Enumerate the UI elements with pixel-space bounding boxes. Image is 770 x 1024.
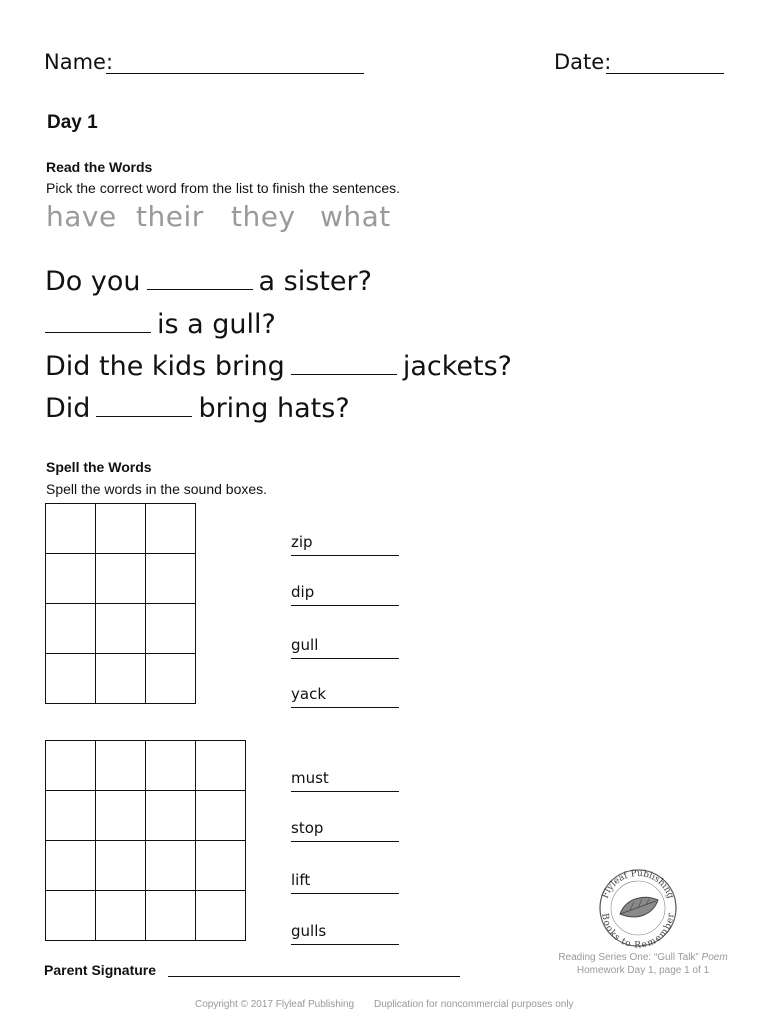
name-line[interactable] <box>106 73 364 74</box>
word-bank-item: their <box>136 200 204 233</box>
sound-box[interactable] <box>146 504 196 554</box>
spell-section-instruction: Spell the words in the sound boxes. <box>46 481 268 497</box>
sound-box[interactable] <box>46 554 96 604</box>
sound-box[interactable] <box>46 841 96 891</box>
sound-box[interactable] <box>196 841 246 891</box>
sound-box[interactable] <box>146 554 196 604</box>
spelling-word: yack <box>291 685 399 708</box>
sound-box[interactable] <box>96 841 146 891</box>
sentence-3 <box>45 351 512 382</box>
homework-caption: Homework Day 1, page 1 of 1 <box>576 965 710 976</box>
spelling-word: zip <box>291 533 399 556</box>
sound-box-grid-1 <box>45 503 196 704</box>
sentence-text: Do you <box>45 266 141 297</box>
word-bank-item: what <box>320 200 391 233</box>
sound-box[interactable] <box>96 891 146 941</box>
svg-text:Flyleaf Publishing <box>601 869 676 900</box>
sentence-text: jackets? <box>402 351 512 382</box>
parent-signature-label: Parent Signature <box>44 962 157 978</box>
series-caption <box>558 952 728 963</box>
sentence-1 <box>45 266 372 297</box>
sound-box[interactable] <box>96 604 146 654</box>
sound-box[interactable] <box>96 791 146 841</box>
sound-box[interactable] <box>96 554 146 604</box>
sound-box[interactable] <box>146 654 196 704</box>
sentence-text: Did the kids bring <box>45 351 285 382</box>
sentence-text: Did <box>45 393 91 424</box>
sound-box[interactable] <box>96 504 146 554</box>
sound-box[interactable] <box>96 741 146 791</box>
sound-box[interactable] <box>146 604 196 654</box>
day-title: Day 1 <box>47 112 98 133</box>
duplication-text: Duplication for noncommercial purposes only <box>374 999 574 1010</box>
spelling-word: must <box>291 769 399 792</box>
sound-box[interactable] <box>146 741 196 791</box>
spell-section-title: Spell the Words <box>46 459 152 475</box>
sound-box[interactable] <box>46 504 96 554</box>
sound-box[interactable] <box>46 654 96 704</box>
sentence-text: a sister? <box>258 266 372 297</box>
sound-box[interactable] <box>46 891 96 941</box>
sentence-text: is a gull? <box>157 309 276 340</box>
name-label: Name: <box>44 50 114 74</box>
sentence-text: bring hats? <box>198 393 350 424</box>
read-section-title: Read the Words <box>46 159 153 175</box>
spelling-word: gull <box>291 636 399 659</box>
leaf-icon <box>596 866 680 950</box>
sound-box-grid-2 <box>45 740 246 941</box>
answer-blank[interactable] <box>96 415 192 417</box>
parent-signature-line[interactable] <box>168 976 460 977</box>
copyright-text: Copyright © 2017 Flyleaf Publishing <box>195 999 355 1010</box>
logo-top-text: Flyleaf Publishing <box>600 868 676 901</box>
sound-box[interactable] <box>46 791 96 841</box>
date-label: Date: <box>554 50 612 74</box>
sound-box[interactable] <box>196 891 246 941</box>
sound-box[interactable] <box>146 791 196 841</box>
spelling-word: dip <box>291 583 399 606</box>
sound-box[interactable] <box>46 741 96 791</box>
svg-text:Books to Remember <box>599 912 676 950</box>
series-type: Poem <box>701 952 728 963</box>
read-section-instruction: Pick the correct word from the list to finish the sentences. <box>46 180 401 196</box>
sound-box[interactable] <box>96 654 146 704</box>
answer-blank[interactable] <box>45 331 151 333</box>
sound-box[interactable] <box>46 604 96 654</box>
word-bank-item: have <box>46 200 117 233</box>
spelling-word: stop <box>291 819 399 842</box>
sentence-4 <box>45 393 350 424</box>
sound-box[interactable] <box>196 791 246 841</box>
logo-bottom-text: Books to Remember <box>599 912 677 950</box>
answer-blank[interactable] <box>147 288 253 290</box>
series-text: Reading Series One: “Gull Talk” <box>558 952 699 963</box>
sound-box[interactable] <box>196 741 246 791</box>
spelling-word: lift <box>291 871 399 894</box>
date-line[interactable] <box>606 73 724 74</box>
publisher-logo <box>596 866 680 950</box>
answer-blank[interactable] <box>291 373 397 375</box>
word-bank-item: they <box>231 200 296 233</box>
spelling-word: gulls <box>291 922 399 945</box>
sentence-2 <box>45 309 276 340</box>
sound-box[interactable] <box>146 841 196 891</box>
sound-box[interactable] <box>146 891 196 941</box>
